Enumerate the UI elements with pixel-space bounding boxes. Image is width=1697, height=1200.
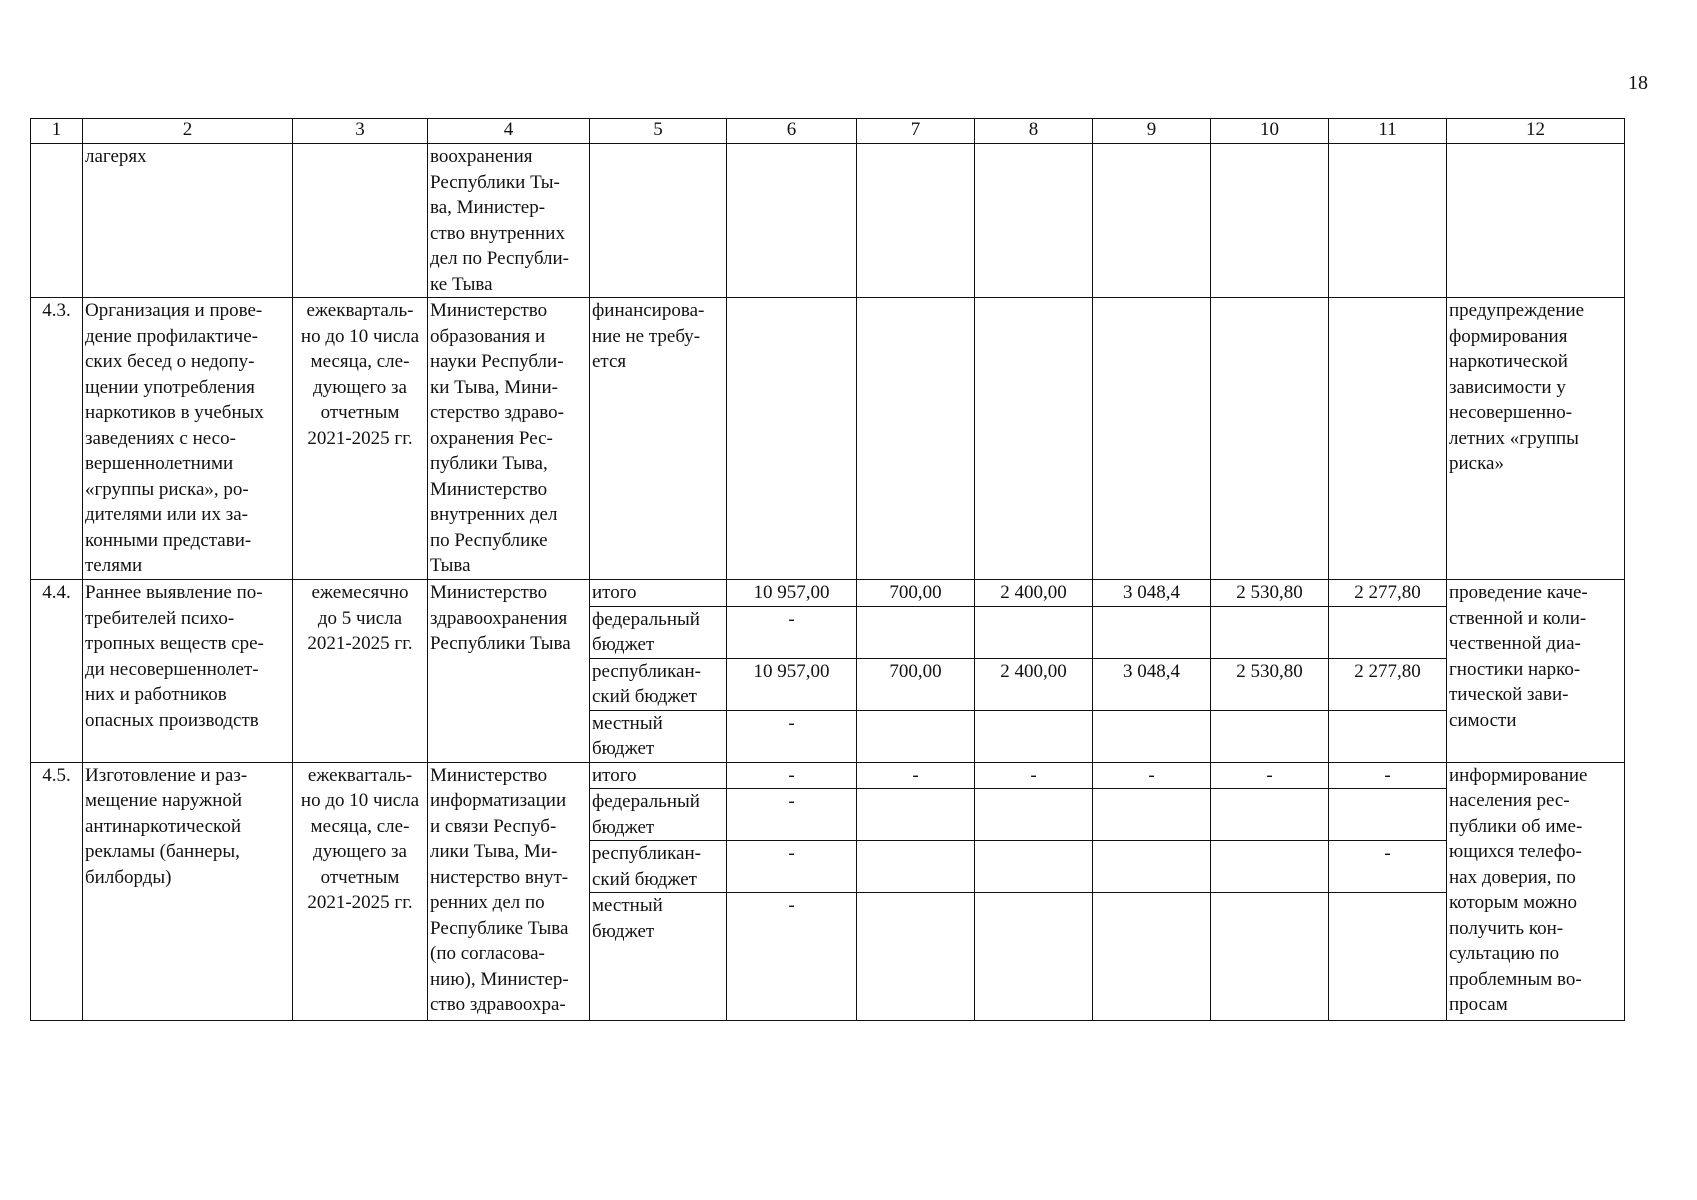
header-cell: 9	[1093, 119, 1211, 144]
value-cell: -	[727, 893, 857, 1021]
header-cell: 6	[727, 119, 857, 144]
value-cell: -	[727, 710, 857, 762]
header-cell: 12	[1447, 119, 1625, 144]
result-cell: предупреждение формирования наркотической зависимости у несовершенно- летних «группы риска»	[1447, 298, 1625, 580]
header-cell: 7	[857, 119, 975, 144]
header-cell: 4	[428, 119, 590, 144]
value-cell: 3 048,4	[1093, 658, 1211, 710]
value-cell	[727, 298, 857, 580]
term-cell	[293, 144, 428, 298]
value-cell: 2 530,80	[1211, 580, 1329, 607]
value-cell	[1093, 298, 1211, 580]
value-cell: -	[1093, 762, 1211, 789]
value-cell	[857, 710, 975, 762]
header-cell: 11	[1329, 119, 1447, 144]
value-cell	[975, 298, 1093, 580]
program-table	[30, 118, 1625, 1021]
value-cell	[975, 789, 1093, 841]
result-cell	[1447, 144, 1625, 298]
table-row-4-3	[31, 298, 1625, 580]
value-cell	[857, 298, 975, 580]
executor-cell: Министерство информатизации и связи Респуб- лики Тыва, Ми- нистерство внут- ренних дел по Республике Тыва (по согласова- нию), Министер- ство здравоохра-	[428, 762, 590, 1021]
value-cell	[975, 144, 1093, 298]
header-cell: 1	[31, 119, 83, 144]
measure-name-cell: Организация и прове- дение профилактиче- ских бесед о недопу- щении употребления наркотиков в учебных заведениях с несо- вершеннолетними «группы риска», ро- дителями или их за- конными представи- телями	[83, 298, 293, 580]
value-cell: 700,00	[857, 658, 975, 710]
value-cell: -	[857, 762, 975, 789]
value-cell	[1211, 789, 1329, 841]
value-cell	[1211, 606, 1329, 658]
source-cell: федеральный бюджет	[590, 606, 727, 658]
result-cell: проведение каче- ственной и коли- чественной диа- гностики нарко- тической зави- симости	[1447, 580, 1625, 763]
value-cell: -	[727, 789, 857, 841]
value-cell	[1329, 606, 1447, 658]
value-cell	[975, 893, 1093, 1021]
value-cell: 700,00	[857, 580, 975, 607]
value-cell	[1093, 789, 1211, 841]
value-cell: 2 277,80	[1329, 580, 1447, 607]
source-cell: федеральный бюджет	[590, 789, 727, 841]
row-number-cell	[31, 144, 83, 298]
term-cell: ежемесячно до 5 числа 2021-2025 гг.	[293, 580, 428, 763]
executor-cell: воохранения Республики Ты- ва, Министер- ство внутренних дел по Республи- ке Тыва	[428, 144, 590, 298]
value-cell: -	[1211, 762, 1329, 789]
value-cell	[975, 841, 1093, 893]
value-cell: -	[727, 762, 857, 789]
value-cell	[1329, 710, 1447, 762]
header-cell: 3	[293, 119, 428, 144]
term-cell: ежекварталь- но до 10 числа месяца, сле- дующего за отчетным 2021-2025 гг.	[293, 298, 428, 580]
executor-cell: Министерство здравоохранения Республики Тыва	[428, 580, 590, 763]
value-cell	[857, 789, 975, 841]
row-number-cell: 4.3.	[31, 298, 83, 580]
value-cell	[857, 606, 975, 658]
value-cell: 2 530,80	[1211, 658, 1329, 710]
value-cell	[857, 893, 975, 1021]
value-cell	[1329, 893, 1447, 1021]
row-number-cell: 4.4.	[31, 580, 83, 763]
value-cell: 10 957,00	[727, 658, 857, 710]
value-cell: -	[1329, 762, 1447, 789]
term-cell: ежеквarталь- но до 10 числа месяца, сле- дующего за отчетным 2021-2025 гг.	[293, 762, 428, 1021]
source-cell: итого	[590, 762, 727, 789]
value-cell	[1329, 789, 1447, 841]
value-cell	[1329, 144, 1447, 298]
value-cell	[1093, 841, 1211, 893]
value-cell	[1211, 893, 1329, 1021]
source-cell: финансирова- ние не требу- ется	[590, 298, 727, 580]
value-cell: 10 957,00	[727, 580, 857, 607]
value-cell	[1093, 606, 1211, 658]
source-cell: республикан- ский бюджет	[590, 658, 727, 710]
value-cell: 2 277,80	[1329, 658, 1447, 710]
measure-name-cell: Изготовление и раз- мещение наружной антинаркотической рекламы (баннеры, билборды)	[83, 762, 293, 1021]
source-cell: итого	[590, 580, 727, 607]
value-cell	[1211, 144, 1329, 298]
value-cell	[975, 710, 1093, 762]
value-cell	[727, 144, 857, 298]
value-cell: 2 400,00	[975, 658, 1093, 710]
header-cell: 2	[83, 119, 293, 144]
value-cell	[857, 144, 975, 298]
header-cell: 10	[1211, 119, 1329, 144]
source-cell: местный бюджет	[590, 710, 727, 762]
value-cell	[1093, 893, 1211, 1021]
value-cell	[1211, 298, 1329, 580]
value-cell: 3 048,4	[1093, 580, 1211, 607]
table-row-4-5	[31, 762, 1625, 789]
table-row-continuation	[31, 144, 1625, 298]
value-cell	[1211, 841, 1329, 893]
column-number-row	[31, 119, 1625, 144]
header-cell: 8	[975, 119, 1093, 144]
value-cell	[975, 606, 1093, 658]
value-cell: -	[975, 762, 1093, 789]
row-number-cell: 4.5.	[31, 762, 83, 1021]
value-cell: 2 400,00	[975, 580, 1093, 607]
measure-name-cell: лагерях	[83, 144, 293, 298]
value-cell: -	[727, 606, 857, 658]
page-number: 18	[1628, 72, 1648, 94]
value-cell	[1093, 144, 1211, 298]
value-cell	[857, 841, 975, 893]
source-cell: местный бюджет	[590, 893, 727, 1021]
value-cell: -	[727, 841, 857, 893]
value-cell: -	[1329, 841, 1447, 893]
executor-cell: Министерство образования и науки Республи- ки Тыва, Мини- стерство здраво- охранения Рес- публики Тыва, Министерство внутренних дел по Республике Тыва	[428, 298, 590, 580]
source-cell: республикан- ский бюджет	[590, 841, 727, 893]
value-cell	[1093, 710, 1211, 762]
value-cell	[1329, 298, 1447, 580]
result-cell: информирование населения рес- публики об име- ющихся телефо- нах доверия, по которым можно получить кон- сультацию по проблемным во- просам	[1447, 762, 1625, 1021]
header-cell: 5	[590, 119, 727, 144]
measure-name-cell: Раннее выявление по- требителей психо- тропных веществ сре- ди несовершеннолет- них и работников опасных производств	[83, 580, 293, 763]
source-cell	[590, 144, 727, 298]
table-row-4-4	[31, 580, 1625, 607]
value-cell	[1211, 710, 1329, 762]
